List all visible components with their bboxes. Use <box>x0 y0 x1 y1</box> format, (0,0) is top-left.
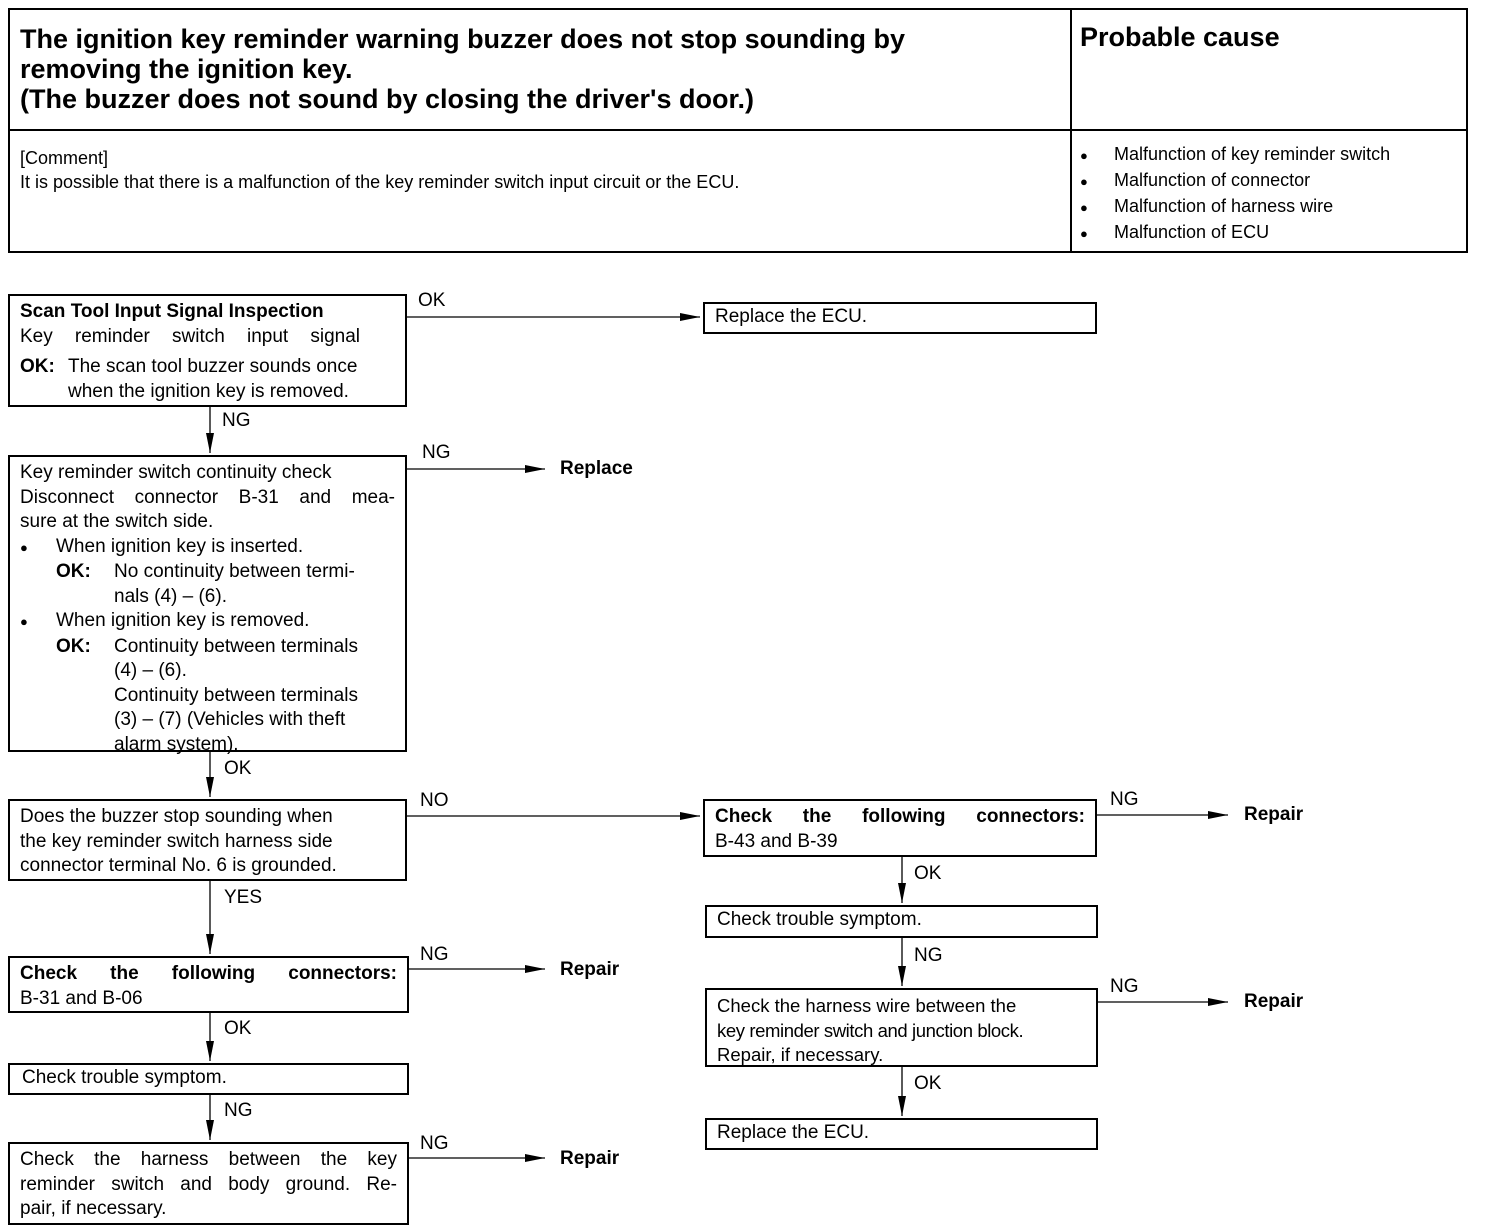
box-text: When ignition key is inserted. <box>56 535 304 557</box>
ng-label: NG <box>420 1133 449 1154</box>
ok-criteria <box>20 355 395 404</box>
box-text: Continuity between terminals <box>114 635 358 657</box>
result-repair: Repair <box>1244 804 1304 825</box>
check-trouble-symptom-box: Check trouble symptom. <box>8 1063 409 1095</box>
box-text: No continuity between termi- <box>114 561 355 582</box>
buzzer-ground-test-box <box>8 799 407 881</box>
ok-label: OK <box>914 1073 942 1094</box>
ng-label: NG <box>1110 789 1139 810</box>
box-text: The scan tool buzzer sounds once <box>68 356 358 377</box>
continuity-check-box <box>8 455 407 755</box>
box-title: Check the following connectors: <box>715 806 1085 827</box>
box-text: sure at the switch side. <box>20 511 214 532</box>
box-text: key reminder switch and junction block. <box>717 1019 1024 1041</box>
box-text: Check the harness between the key <box>20 1149 397 1170</box>
bullet-item <box>20 535 395 561</box>
bullet-item <box>20 609 395 635</box>
check-harness-junction-box <box>705 988 1098 1067</box>
comment-label: [Comment] <box>20 148 109 168</box>
ng-label: NG <box>222 410 251 431</box>
check-connectors-b31-box <box>8 956 409 1013</box>
box-text: Key reminder switch continuity check <box>20 462 332 483</box>
box-text: B-31 and B-06 <box>20 987 143 1009</box>
box-text: (4) – (6). <box>114 660 187 681</box>
box-text: (3) – (7) (Vehicles with theft <box>114 709 346 730</box>
ok-label: OK: <box>56 561 91 582</box>
ng-label: NG <box>914 945 943 966</box>
box-text: pair, if necessary. <box>20 1198 167 1219</box>
check-harness-ground-box <box>8 1142 409 1225</box>
check-trouble-symptom-box: Check trouble symptom. <box>705 905 1098 938</box>
bullet-icon: ● <box>1080 174 1088 189</box>
bullet-icon: ● <box>1080 226 1088 241</box>
ng-label: NG <box>1110 976 1139 997</box>
box-title: Check the following connectors: <box>20 963 397 984</box>
ok-label: OK <box>418 290 446 311</box>
title-line: The ignition key reminder warning buzzer does not stop sounding by <box>20 24 906 54</box>
ok-label: OK <box>914 863 942 884</box>
box-title: Scan Tool Input Signal Inspection <box>20 301 324 322</box>
bullet-icon: ● <box>1080 148 1088 163</box>
result-replace: Replace <box>560 458 633 479</box>
box-text: Does the buzzer stop sounding when <box>20 806 333 827</box>
cause-text: Malfunction of harness wire <box>1114 196 1334 216</box>
box-text: alarm system). <box>114 733 239 755</box>
yes-label: YES <box>224 887 263 908</box>
result-repair: Repair <box>1244 991 1304 1012</box>
result-repair: Repair <box>560 959 620 980</box>
ok-text <box>68 355 357 404</box>
ok-label: OK: <box>20 356 55 377</box>
box-text: Continuity between terminals <box>114 684 358 706</box>
replace-ecu-box: Replace the ECU. <box>703 302 1097 334</box>
box-text: when the ignition key is removed. <box>68 380 349 402</box>
ng-label: NG <box>420 944 449 965</box>
ok-label: OK <box>224 758 252 779</box>
ng-label: NG <box>422 442 451 463</box>
replace-ecu-box: Replace the ECU. <box>705 1118 1098 1150</box>
scan-tool-inspection-box <box>8 294 407 407</box>
box-text: reminder switch and body ground. Re- <box>20 1173 397 1195</box>
box-text: Disconnect connector B-31 and mea- <box>20 486 395 508</box>
ok-label: OK: <box>56 635 91 657</box>
box-text: Repair, if necessary. <box>717 1044 884 1065</box>
box-text: B-43 and B-39 <box>715 830 838 852</box>
box-text: When ignition key is removed. <box>56 610 310 631</box>
title-line: (The buzzer does not sound by closing the driver's door.) <box>20 84 754 114</box>
no-label: NO <box>420 790 449 811</box>
box-text: Key reminder switch input signal <box>20 325 360 347</box>
box-text: connector terminal No. 6 is grounded. <box>20 855 337 876</box>
box-text: Check the harness wire between the <box>717 995 1017 1016</box>
bullet-icon: ● <box>20 614 28 629</box>
check-connectors-b43-box <box>703 799 1097 857</box>
cause-text: Malfunction of connector <box>1114 170 1311 190</box>
cause-text: Malfunction of key reminder switch <box>1114 144 1391 164</box>
box-text: nals (4) – (6). <box>114 585 227 607</box>
ng-label: NG <box>224 1100 253 1121</box>
title-line: removing the ignition key. <box>20 54 353 84</box>
bullet-icon: ● <box>20 539 28 555</box>
ok-criteria <box>20 635 395 758</box>
box-text: the key reminder switch harness side <box>20 830 333 852</box>
result-repair: Repair <box>560 1148 620 1169</box>
comment-text: It is possible that there is a malfunction of the key reminder switch input circuit or the ECU. <box>20 172 740 192</box>
probable-cause-heading: Probable cause <box>1080 22 1280 52</box>
cause-text: Malfunction of ECU <box>1114 222 1270 242</box>
ok-criteria <box>20 560 395 609</box>
ok-label: OK <box>224 1018 252 1039</box>
bullet-icon: ● <box>1080 200 1088 215</box>
